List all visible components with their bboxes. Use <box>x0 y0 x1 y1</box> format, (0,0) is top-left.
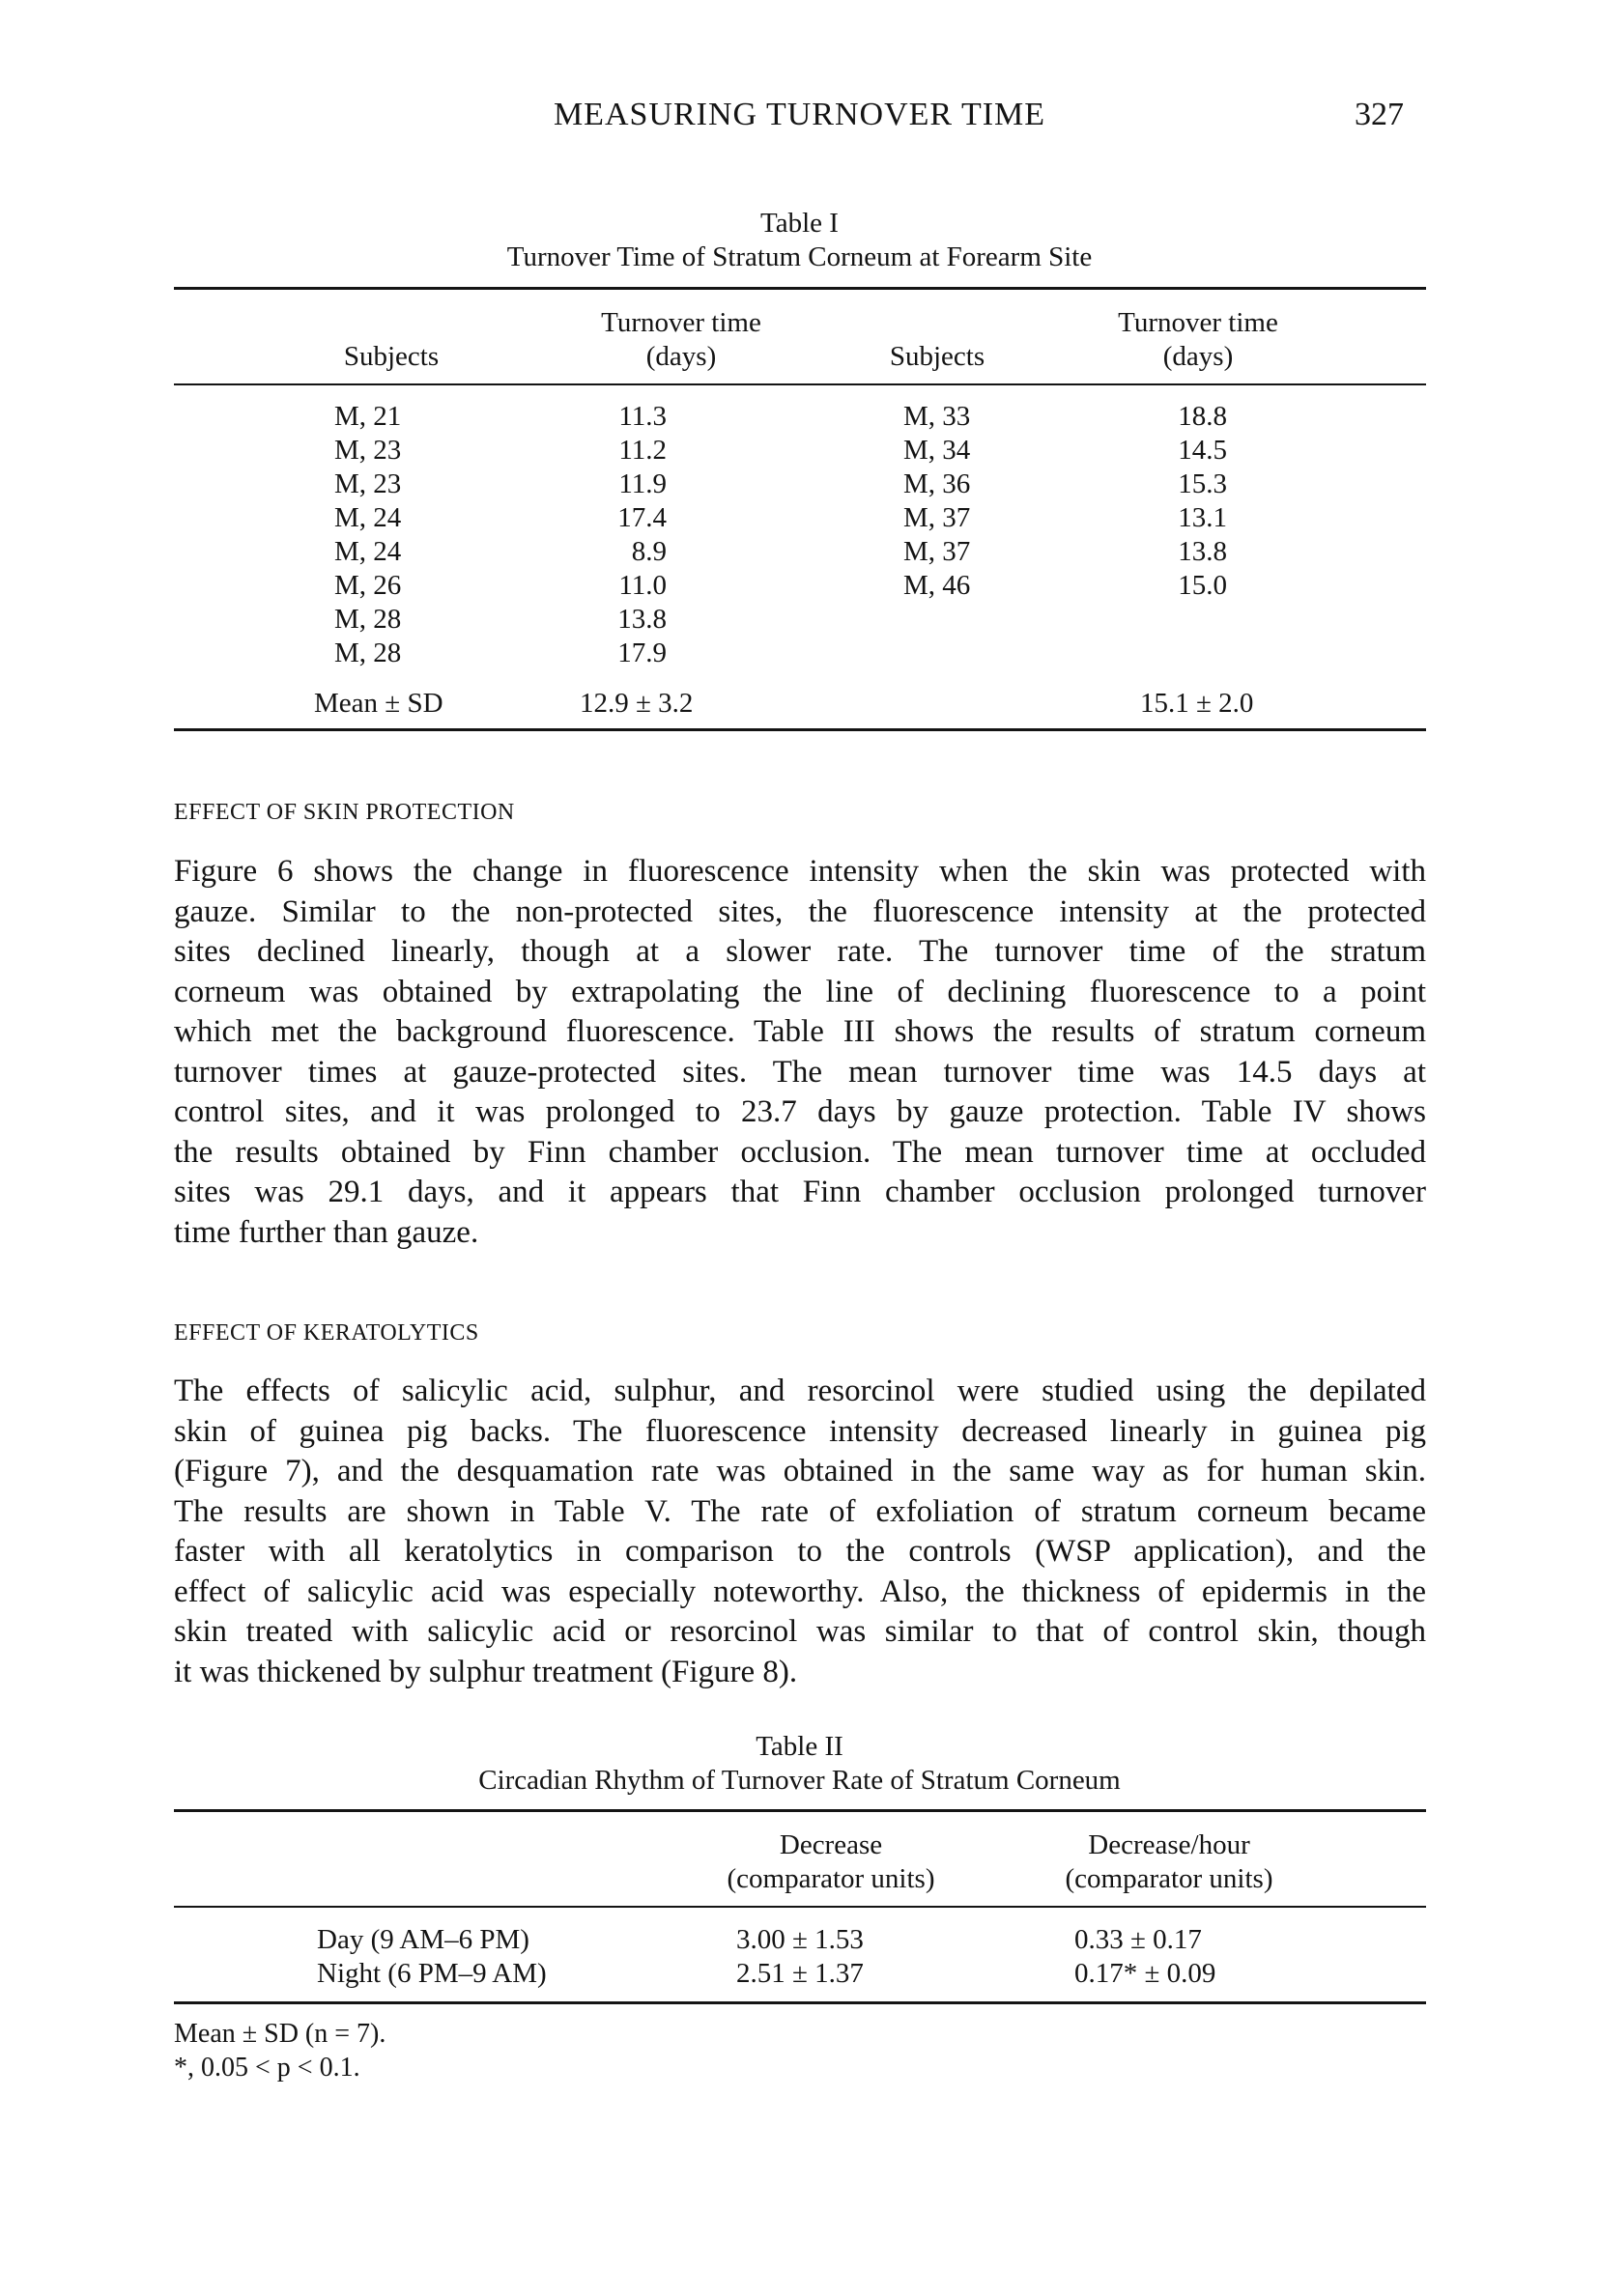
text-line: corneum was obtained by extrapolating the line of declining fluorescence to a point <box>174 974 1426 1009</box>
table1-left-subject: M, 26 <box>334 570 402 601</box>
text-line: effect of salicylic acid was especially noteworthy. Also, the thickness of epidermis in the <box>174 1573 1426 1609</box>
text-line: (Figure 7), and the desquamation rate was obtained in the same way as for human skin. <box>174 1454 1426 1488</box>
text-line: it was thickened by sulphur treatment (Figure 8). <box>174 1654 798 1689</box>
table2-header-decrease-line2: (comparator units) <box>727 1863 935 1894</box>
table2-row-decrease-hour: 0.33 ± 0.17 <box>1074 1924 1202 1955</box>
table2-header-rule <box>174 1906 1426 1908</box>
table2-footnote: Mean ± SD (n = 7). <box>174 2019 386 2049</box>
table1-right-value: 14.5 <box>1178 435 1227 466</box>
table1-header-turnover-right-line1: Turnover time <box>1118 307 1278 338</box>
table1-left-subject: M, 28 <box>334 638 402 668</box>
table2-row-label: Day (9 AM–6 PM) <box>317 1924 529 1955</box>
text-line: which met the background fluorescence. Table III shows the results of stratum corneum <box>174 1014 1426 1049</box>
text-line: Figure 6 shows the change in fluorescence intensity when the skin was protected with <box>174 854 1426 889</box>
text-line: faster with all keratolytics in comparison to the controls (WSP application), and the <box>174 1534 1426 1569</box>
table2-footnote: *, 0.05 < p < 0.1. <box>174 2053 360 2083</box>
table2-row-decrease: 2.51 ± 1.37 <box>736 1958 864 1989</box>
table1-right-value: 15.3 <box>1178 468 1227 499</box>
table1-right-subject: M, 46 <box>903 570 971 601</box>
table1-header-turnover-left-line2: (days) <box>645 341 717 372</box>
text-line: The effects of salicylic acid, sulphur, and resorcinol were studied using the depilated <box>174 1374 1426 1408</box>
text-line: the results obtained by Finn chamber occlusion. The mean turnover time at occluded <box>174 1134 1426 1170</box>
text-line: gauze. Similar to the non-protected sites, the fluorescence intensity at the protected <box>174 893 1426 929</box>
table2-label: Table II <box>756 1731 843 1762</box>
table1-left-subject: M, 23 <box>334 435 402 466</box>
table1-left-subject: M, 24 <box>334 536 402 567</box>
table1-label: Table I <box>760 208 839 239</box>
table2-row-decrease-hour: 0.17* ± 0.09 <box>1074 1958 1216 1989</box>
table1-mean-right: 15.1 ± 2.0 <box>1140 688 1254 719</box>
text-line: turnover times at gauze-protected sites. The mean turnover time was 14.5 days at <box>174 1054 1426 1090</box>
table1-right-subject: M, 36 <box>903 468 971 499</box>
table1-left-subject: M, 21 <box>334 401 402 432</box>
table1-right-subject: M, 34 <box>903 435 971 466</box>
table2-caption: Circadian Rhythm of Turnover Rate of Stratum Corneum <box>478 1765 1121 1796</box>
table1-header-rule <box>174 383 1426 385</box>
text-line: skin of guinea pig backs. The fluorescence intensity decreased linearly in guinea pig <box>174 1413 1426 1449</box>
text-line: time further than gauze. <box>174 1214 479 1250</box>
paragraph-keratolytics <box>174 1372 1426 1692</box>
table2-row-label: Night (6 PM–9 AM) <box>317 1958 547 1989</box>
section-heading-skin-protection: EFFECT OF SKIN PROTECTION <box>174 800 515 825</box>
text-line: sites was 29.1 days, and it appears that Finn chamber occlusion prolonged turnover <box>174 1175 1426 1209</box>
table1-left-subject: M, 23 <box>334 468 402 499</box>
table1-left-value: 11.0 <box>618 570 667 601</box>
table1-right-subject: M, 37 <box>903 502 971 533</box>
page-number: 327 <box>1355 97 1404 132</box>
table2-header-decrease-hour-line1: Decrease/hour <box>1088 1829 1250 1860</box>
table1-right-value: 15.0 <box>1178 570 1227 601</box>
table1-caption: Turnover Time of Stratum Corneum at Forearm Site <box>506 241 1093 272</box>
table1-right-subject: M, 33 <box>903 401 971 432</box>
table1-left-value: 17.9 <box>617 638 667 668</box>
table1-top-rule <box>174 287 1426 290</box>
table1-left-value: 8.9 <box>631 536 667 567</box>
table2-header-decrease-hour-line2: (comparator units) <box>1065 1863 1273 1894</box>
table1-left-value: 17.4 <box>617 502 667 533</box>
paragraph-skin-protection <box>174 852 1426 1253</box>
running-title: MEASURING TURNOVER TIME <box>553 97 1046 132</box>
section-heading-keratolytics: EFFECT OF KERATOLYTICS <box>174 1320 479 1346</box>
text-line: sites declined linearly, though at a slower rate. The turnover time of the stratum <box>174 934 1426 969</box>
table1-mean-left: 12.9 ± 3.2 <box>580 688 694 719</box>
table1-left-value: 11.9 <box>618 468 667 499</box>
table1-header-turnover-right-line2: (days) <box>1162 341 1234 372</box>
table1-left-value: 11.3 <box>618 401 667 432</box>
table1-header-turnover-left-line1: Turnover time <box>601 307 761 338</box>
table1-bottom-rule <box>174 728 1426 731</box>
table1-header-subjects-left: Subjects <box>343 341 440 372</box>
table2-row-decrease: 3.00 ± 1.53 <box>736 1924 864 1955</box>
table1-right-value: 13.8 <box>1178 536 1227 567</box>
table1-left-subject: M, 24 <box>334 502 402 533</box>
table1-right-subject: M, 37 <box>903 536 971 567</box>
table2-top-rule <box>174 1809 1426 1812</box>
table1-left-value: 11.2 <box>618 435 667 466</box>
table1-mean-label: Mean ± SD <box>314 688 443 719</box>
table1-header-subjects-right: Subjects <box>889 341 985 372</box>
text-line: skin treated with salicylic acid or resorcinol was similar to that of control skin, though <box>174 1614 1426 1649</box>
table2-header-decrease-line1: Decrease <box>779 1829 883 1860</box>
table1-left-value: 13.8 <box>617 604 667 635</box>
text-line: control sites, and it was prolonged to 23.7 days by gauze protection. Table IV shows <box>174 1094 1426 1129</box>
table1-left-subject: M, 28 <box>334 604 402 635</box>
text-line: The results are shown in Table V. The rate of exfoliation of stratum corneum became <box>174 1493 1426 1529</box>
table1-right-value: 18.8 <box>1178 401 1227 432</box>
table1-right-value: 13.1 <box>1178 502 1227 533</box>
table2-bottom-rule <box>174 2001 1426 2004</box>
